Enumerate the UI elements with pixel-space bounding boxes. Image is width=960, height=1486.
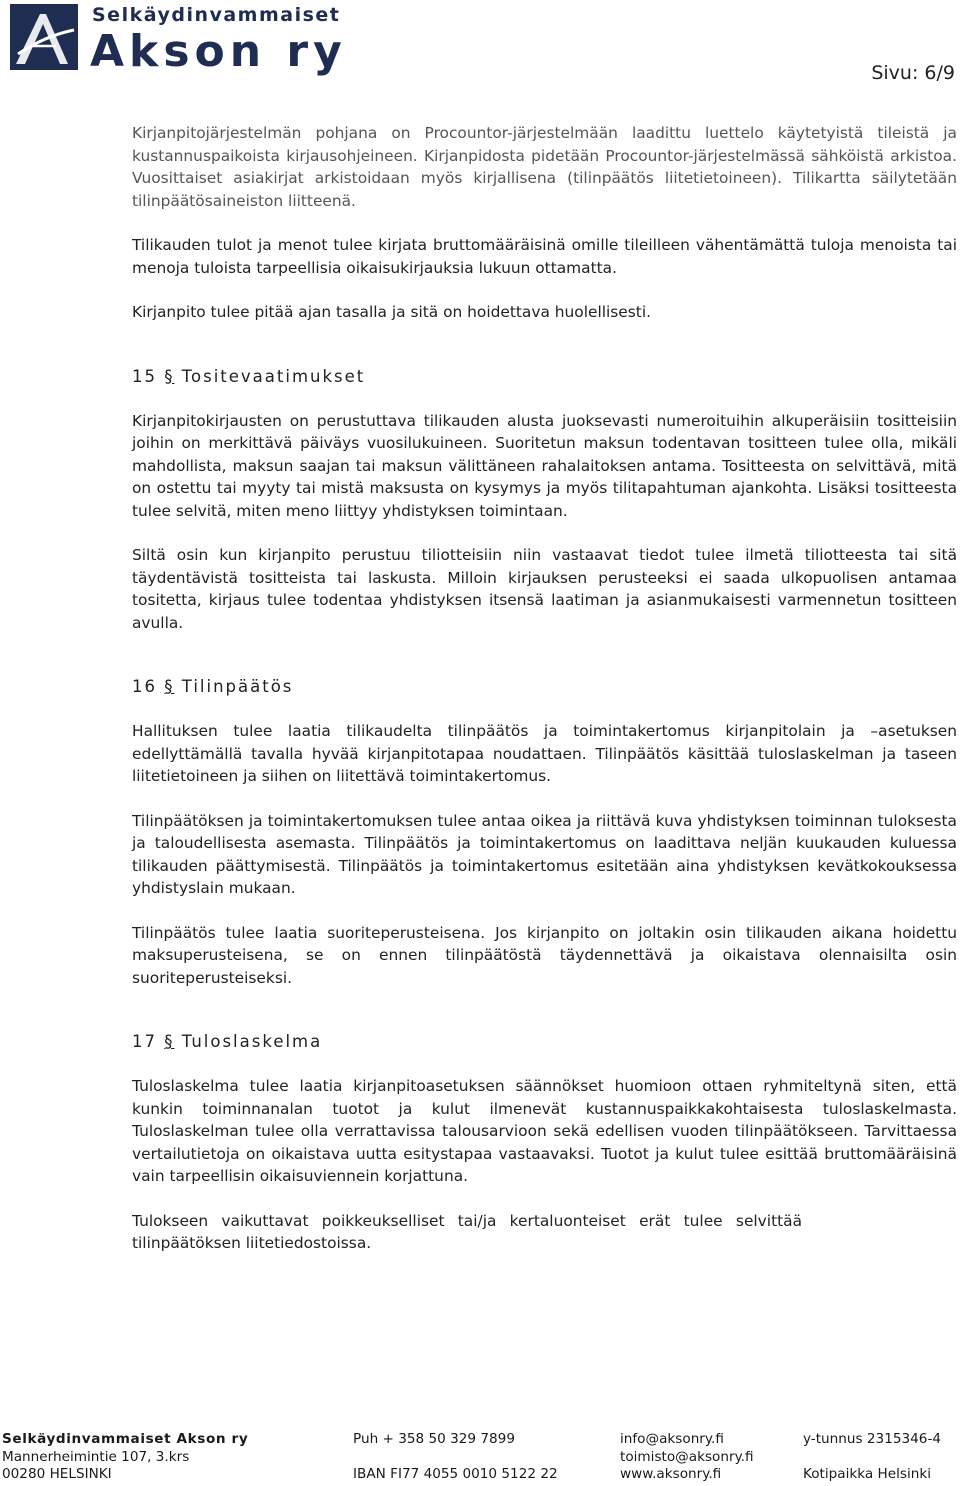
footer-id-column — [803, 1431, 941, 1484]
section-paragraph: Tulokseen vaikuttavat poikkeukselliset tai/ja kertaluonteiset erät tulee selvittää tilinpäätöksen liitetiedostoissa. — [132, 1211, 802, 1252]
footer-blank — [353, 1449, 558, 1467]
section-title: Tuloslaskelma — [181, 1032, 323, 1051]
org-name-main: Akson ry — [90, 26, 347, 77]
section-symbol: § — [164, 677, 175, 696]
section-symbol: § — [164, 366, 175, 386]
section-paragraph: Tilinpäätös tulee laatia suoriteperusteisena. Jos kirjanpito on joltakin osin tilikauden aikana hoidettu maksuperusteisena, se on ennen tilinpäätöstä täydennettävä ja oikaistava olennaisilta osin suoriteperusteiseksi. — [132, 923, 957, 987]
section-paragraph: Hallituksen tulee laatia tilikaudelta tilinpäätös ja toimintakertomus kirjanpitolain ja –asetuksen edellyttämällä tavalla hyvää kirjanpitotapaa noudattaen. Tilinpäätös käsittää tuloslaskelman ja taseen liitetietoineen ja siihen on liitettävä toimintakertomus. — [132, 722, 957, 785]
intro-paragraph: Kirjanpitojärjestelmän pohjana on Procountor-järjestelmään laadittu luettelo käytetyistä tileistä ja kustannuspaikoista kirjausohjeineen. Kirjanpidosta pidetään Procountor-järjestelmässä sähköistä arkistoa. Vuosittaiset asiakirjat arkistoidaan myös kirjallisena (tilinpäätös liitetietoineen). Tilikartta säilytetään tilinpäätösaineiston liitteenä. — [132, 124, 957, 210]
footer-org-name: Selkäydinvammaiset Akson ry — [2, 1431, 249, 1447]
page-footer — [0, 1431, 960, 1486]
section-number: 15 — [132, 366, 157, 386]
footer-address: Mannerheimintie 107, 3.krs — [2, 1448, 190, 1465]
section-title: Tositevaatimukset — [181, 366, 366, 386]
org-name-top: Selkäydinvammaiset — [92, 4, 341, 26]
footer-blank — [803, 1449, 941, 1467]
document-body — [132, 122, 957, 1255]
section-paragraph: Kirjanpitokirjausten on perustuttava tilikauden alusta juoksevasti numeroituihin alkuperäisiin tositteisiin joihin on merkittävä päiväys vuosilukuineen. Suoritetun maksun todentavan tositteen tulee olla, mikäli mahdollista, maksun saajan tai maksun välittäneen rahalaitoksen antama. Tositteesta on selvittävä, mitä on ostettu tai myyty tai mistä maksusta on kysymys ja myös tilitapahtuman ajankohta. Lisäksi tositteesta tulee selvitä, miten meno liittyy yhdistyksen toimintaan. — [132, 411, 957, 520]
section-number: 17 — [132, 1032, 157, 1051]
page-header — [0, 0, 960, 90]
page-number: Sivu: 6/9 — [871, 62, 955, 84]
section-title: Tilinpäätös — [181, 677, 294, 696]
footer-email-column — [620, 1431, 754, 1484]
akson-logo — [10, 4, 78, 70]
section-heading — [132, 366, 957, 388]
section-number: 16 — [132, 677, 157, 696]
intro-paragraph: Tilikauden tulot ja menot tulee kirjata bruttomääräisinä omille tileilleen vähentämättä tuloja menoista tai menoja tuloista tarpeellisia oikaisukirjauksia lukuun ottamatta. — [132, 236, 957, 277]
footer-postal: 00280 HELSINKI — [2, 1466, 112, 1483]
footer-org-column — [2, 1431, 248, 1484]
section-heading — [132, 1031, 957, 1053]
footer-email-office[interactable]: toimisto@aksonry.fi — [620, 1448, 754, 1465]
footer-domicile: Kotipaikka Helsinki — [803, 1466, 932, 1483]
footer-iban: IBAN FI77 4055 0010 5122 22 — [353, 1466, 558, 1483]
section-heading — [132, 676, 957, 698]
section-paragraph: Siltä osin kun kirjanpito perustuu tiliotteisiin niin vastaavat tiedot tulee ilmetä tiliotteesta tai sitä täydentävistä tositteista tai laskusta. Milloin kirjauksen perusteeksi ei saada ulkopuolisen antamaa tositetta, kirjaus tulee todentaa yhdistyksen itsensä laatiman ja asianmukaisesti varmennetun tositteen avulla. — [132, 546, 957, 632]
section-paragraph: Tilinpäätöksen ja toimintakertomuksen tulee antaa oikea ja riittävä kuva yhdistyksen toiminnan tuloksesta ja taloudellisesta asemasta. Tilinpäätös ja toimintakertomus on laadittava neljän kuukauden kuluessa tilikauden päättymisestä. Tilinpäätös ja toimintakertomus esitetään aina yhdistyksen kevätkokouksessa yhdistyslain mukaan. — [132, 811, 957, 897]
section-symbol: § — [164, 1032, 175, 1051]
footer-website[interactable]: www.aksonry.fi — [620, 1466, 722, 1483]
section-paragraph: Tuloslaskelma tulee laatia kirjanpitoasetuksen säännökset huomioon ottaen ryhmiteltynä siten, että kunkin toiminnanalan tuotot ja kulut ilmenevät kustannuspaikkakohtaisesta tuloslaskelmasta. Tuloslaskelman tulee olla verrattavissa talousarvioon sekä edellisen vuoden tilinpäätökseen. Tarvittaessa vertailutietoja on oikaistava uutta esitystapaa vastaavaksi. Tuotot ja kulut tulee esittää bruttomääräisinä vain tarpeellisin oikaisuviennein korjattuna. — [132, 1077, 957, 1185]
footer-phone: Puh + 358 50 329 7899 — [353, 1431, 515, 1447]
footer-contact-column — [353, 1431, 558, 1484]
intro-paragraph: Kirjanpito tulee pitää ajan tasalla ja sitä on hoidettava huolellisesti. — [132, 303, 651, 321]
footer-business-id: y-tunnus 2315346-4 — [803, 1431, 942, 1447]
footer-email-info[interactable]: info@aksonry.fi — [620, 1431, 724, 1447]
